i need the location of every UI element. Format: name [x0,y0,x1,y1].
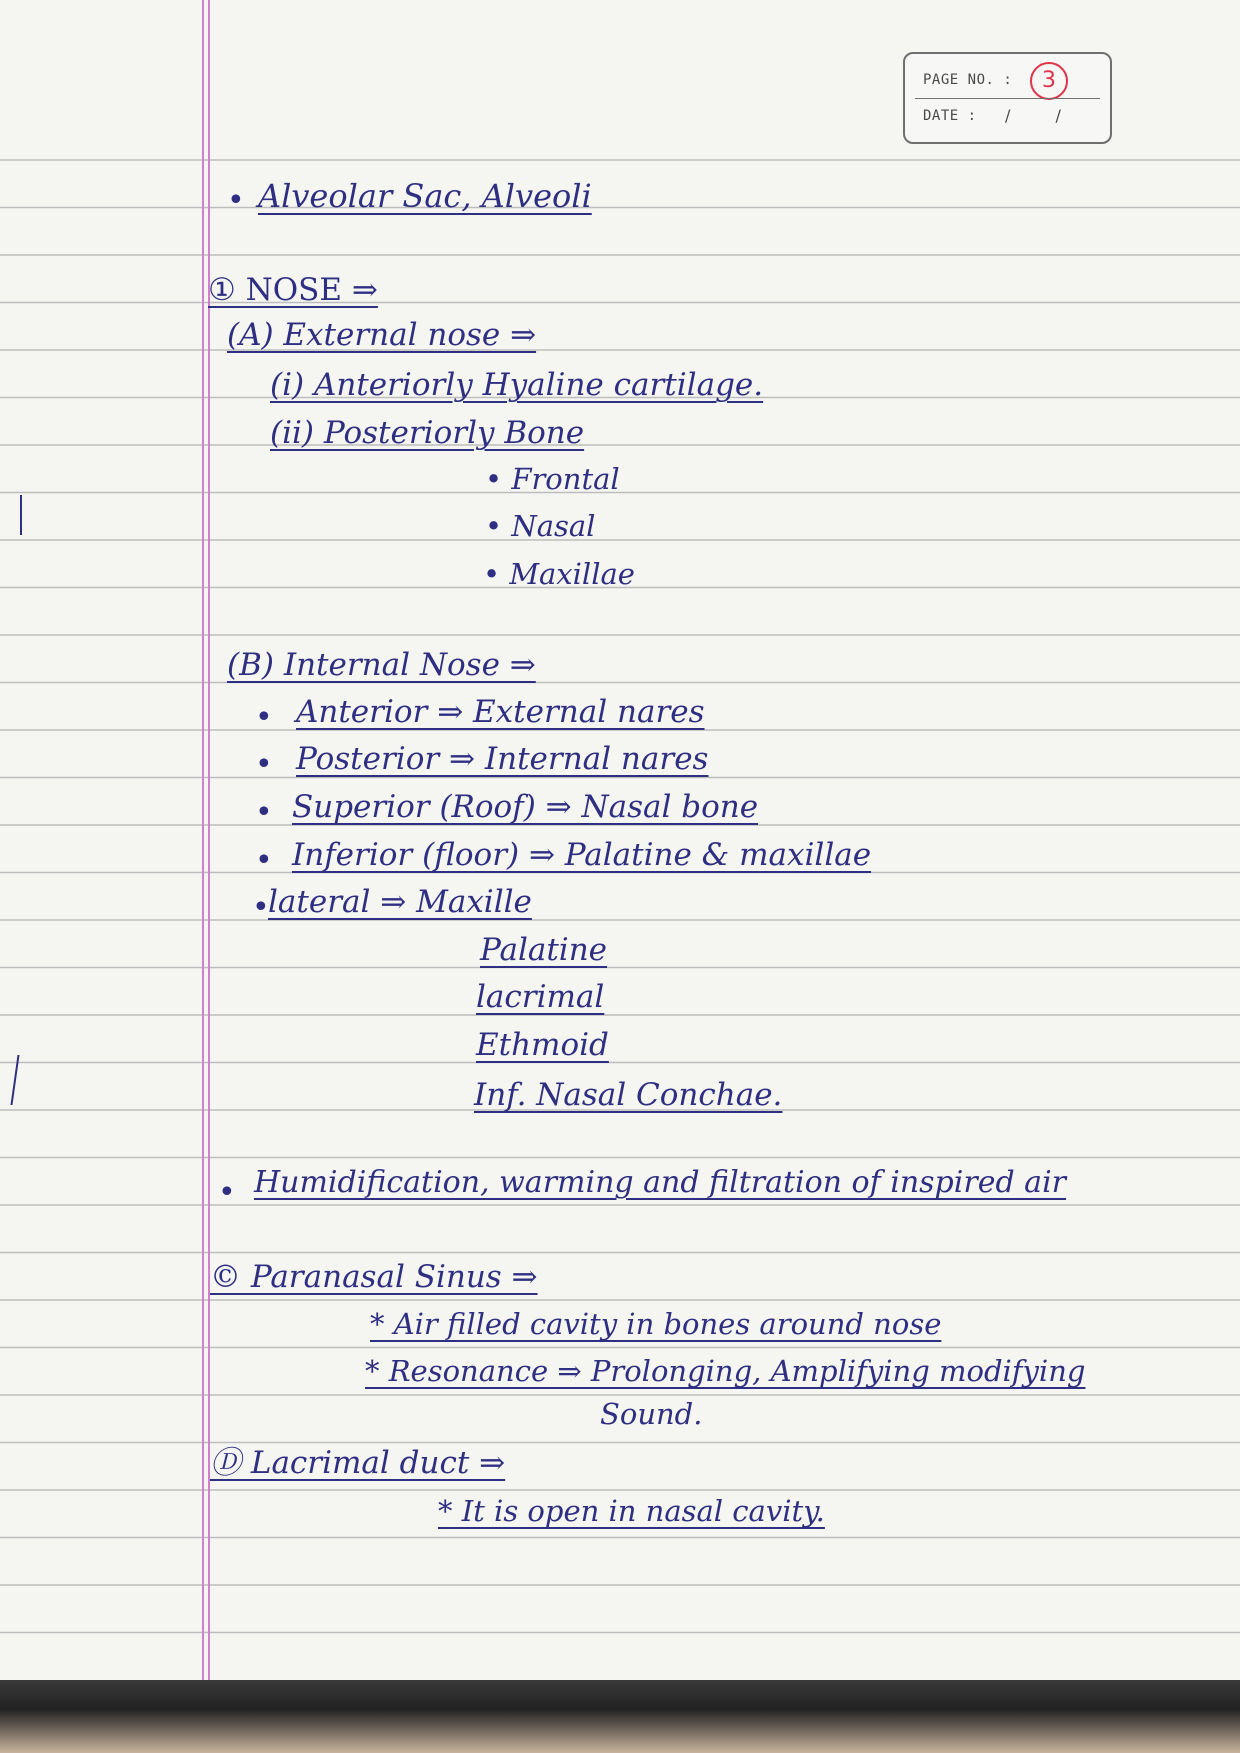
internal-item: Superior (Roof) ⇒ Nasal bone [292,789,759,825]
margin-line-right [208,0,210,1680]
paranasal-item: * Resonance ⇒ Prolonging, Amplifying modifying [365,1354,1086,1388]
edge-bracket-mark [0,495,22,535]
bullet: • [255,843,273,878]
external-nose-heading: (A) External nose ⇒ [227,317,537,353]
bone-item: • Maxillae [483,557,635,591]
scan-bottom-edge [0,1680,1240,1753]
page-number: 3 [1030,62,1068,100]
lacrimal-heading: Ⓓ Lacrimal duct ⇒ [210,1445,506,1481]
paranasal-item: * Air filled cavity in bones around nose [370,1307,942,1341]
lateral-item: Ethmoid [476,1027,609,1063]
page-no-label: PAGE NO. : [923,72,1013,88]
bone-item: • Frontal [485,462,620,496]
page-box-divider [915,98,1100,99]
date-label: DATE : [923,108,977,124]
internal-item: Inferior (floor) ⇒ Palatine & maxillae [292,837,872,873]
bullet: • [252,890,270,925]
internal-item: Anterior ⇒ External nares [296,694,705,730]
lateral-item: Inf. Nasal Conchae. [474,1077,783,1113]
nose-heading: ① NOSE ⇒ [208,272,378,308]
internal-item: Posterior ⇒ Internal nares [296,741,709,777]
lacrimal-item: * It is open in nasal cavity. [438,1494,825,1528]
bullet: • [227,183,245,218]
lateral-item: Palatine [480,932,608,968]
internal-item: lateral ⇒ Maxille [268,884,532,920]
external-item: (i) Anteriorly Hyaline cartilage. [270,367,764,403]
bullet: • [255,700,273,735]
external-item: (ii) Posteriorly Bone [270,415,585,451]
bullet: • [218,1175,236,1210]
function-line: Humidification, warming and filtration of inspired air [254,1165,1067,1200]
bullet: • [255,795,273,830]
margin-line-left [202,0,204,1680]
internal-nose-heading: (B) Internal Nose ⇒ [227,647,536,683]
intro-line: Alveolar Sac, Alveoli [258,177,592,215]
bone-item: • Nasal [485,509,596,543]
bullet: • [255,747,273,782]
paranasal-item: Sound. [600,1397,703,1431]
paranasal-heading: © Paranasal Sinus ⇒ [210,1259,538,1295]
date-value: / / [1005,106,1081,125]
page-date-box [903,52,1112,144]
lateral-item: lacrimal [476,979,605,1015]
